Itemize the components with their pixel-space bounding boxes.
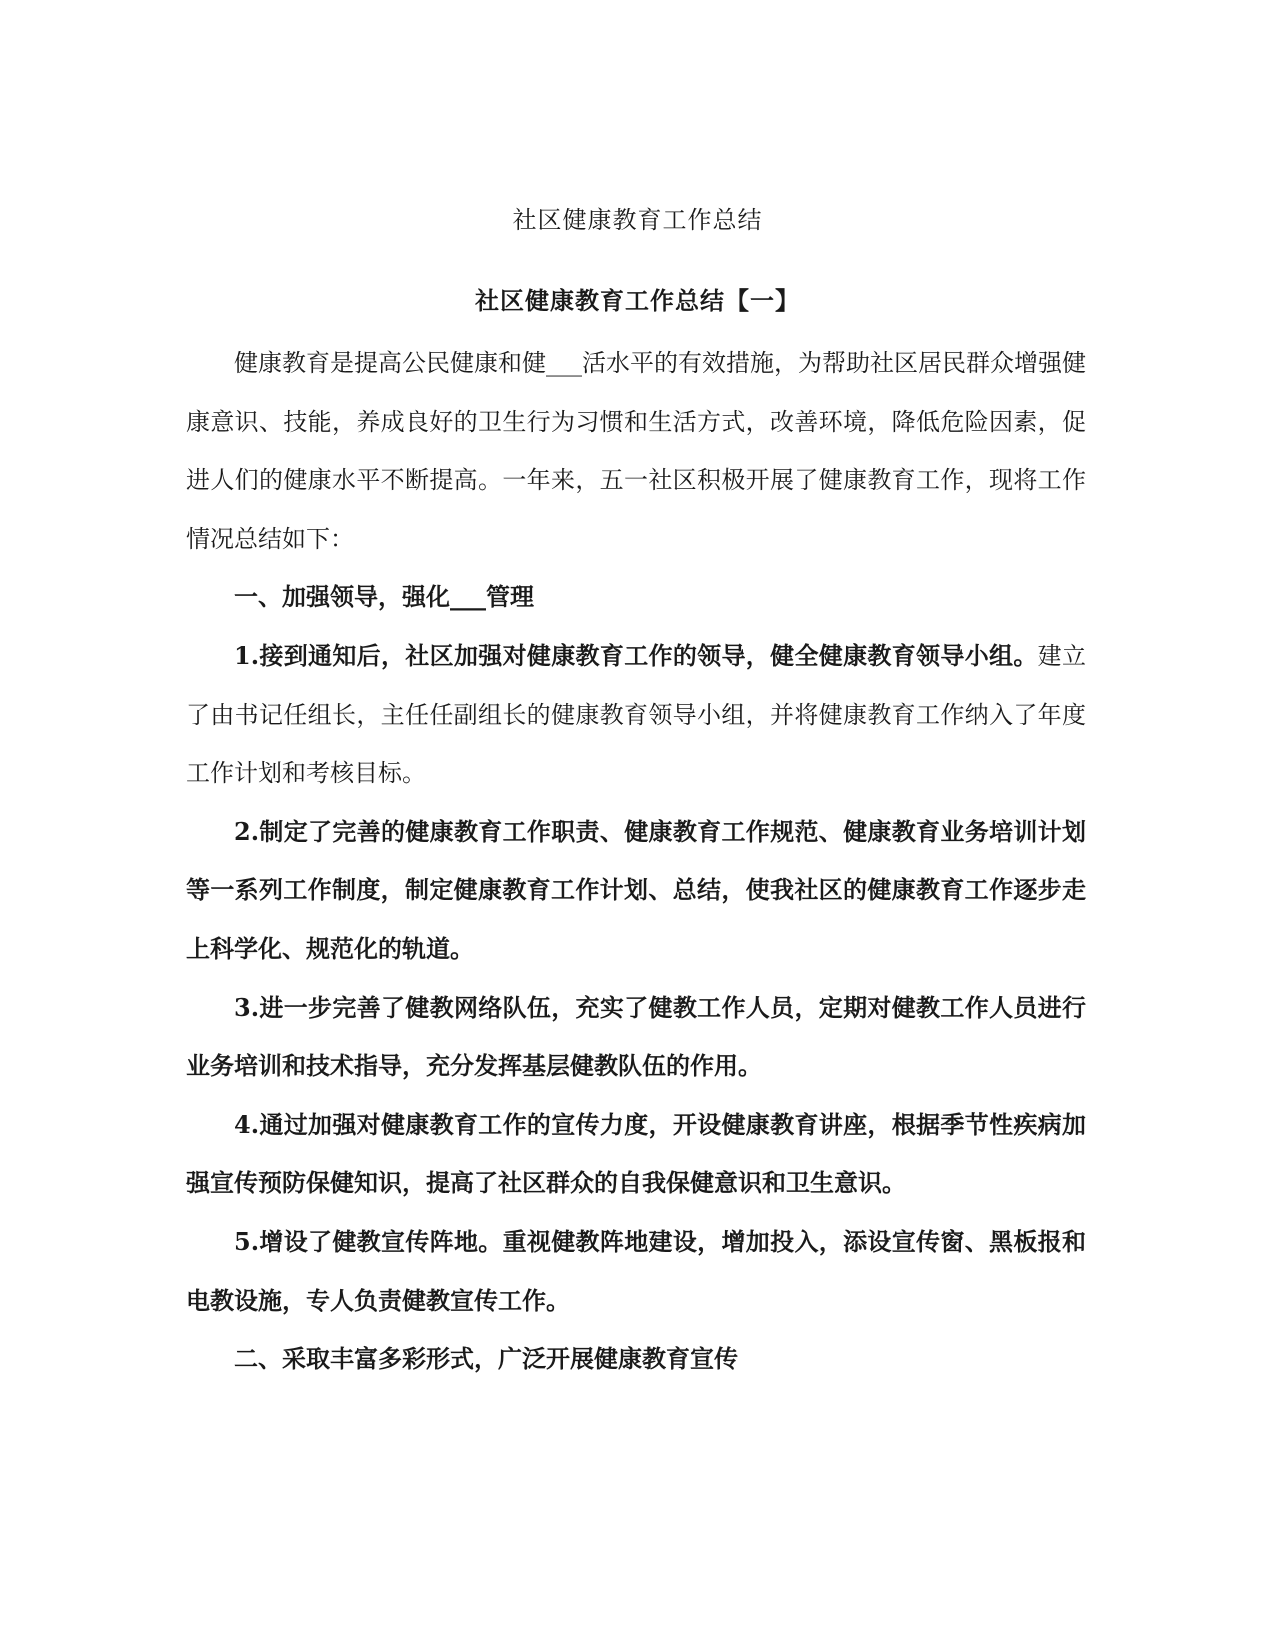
item-4-paragraph: 4.通过加强对健康教育工作的宣传力度，开设健康教育讲座，根据季节性疾病加强宣传预防保健知识，提高了社区群众的自我保健意识和卫生意识。 — [186, 1109, 1086, 1198]
heading-publicity: 二、采取丰富多彩形式，广泛开展健康教育宣传 — [234, 1344, 738, 1374]
document-body — [186, 334, 1086, 1389]
intro-paragraph: 健康教育是提高公民健康和健___活水平的有效措施，为帮助社区居民群众增强健康意识、技能，养成良好的卫生行为习惯和生活方式，改善环境，降低危险因素，促进人们的健康水平不断提高。一年来，五一社区积极开展了健康教育工作，现将工作情况总结如下： — [186, 349, 1086, 553]
document-title: 社区健康教育工作总结 — [512, 206, 763, 234]
item-2-paragraph: 2.制定了完善的健康教育工作职责、健康教育工作规范、健康教育业务培训计划等一系列工作制度，制定健康教育工作计划、总结，使我社区的健康教育工作逐步走上科学化、规范化的轨道。 — [186, 816, 1086, 963]
item-1-rest: 建立了由书记任组长，主任任副组长的健康教育领导小组，并将健康教育工作纳入了年度工作计划和考核目标。 — [186, 641, 1086, 788]
item-1-lead: 1.接到通知后，社区加强对健康教育工作的领导，健全健康教育领导小组。 — [234, 640, 1038, 670]
item-3-paragraph: 3.进一步完善了健教网络队伍，充实了健教工作人员，定期对健教工作人员进行业务培训和技术指导，充分发挥基层健教队伍的作用。 — [186, 992, 1086, 1081]
section-title: 社区健康教育工作总结【一】 — [475, 286, 800, 315]
heading-leadership: 一、加强领导，强化___管理 — [234, 582, 534, 612]
item-1-paragraph — [186, 627, 1086, 803]
item-5-paragraph: 5.增设了健教宣传阵地。重视健教阵地建设，增加投入，添设宣传窗、黑板报和电教设施，专人负责健教宣传工作。 — [186, 1226, 1086, 1315]
